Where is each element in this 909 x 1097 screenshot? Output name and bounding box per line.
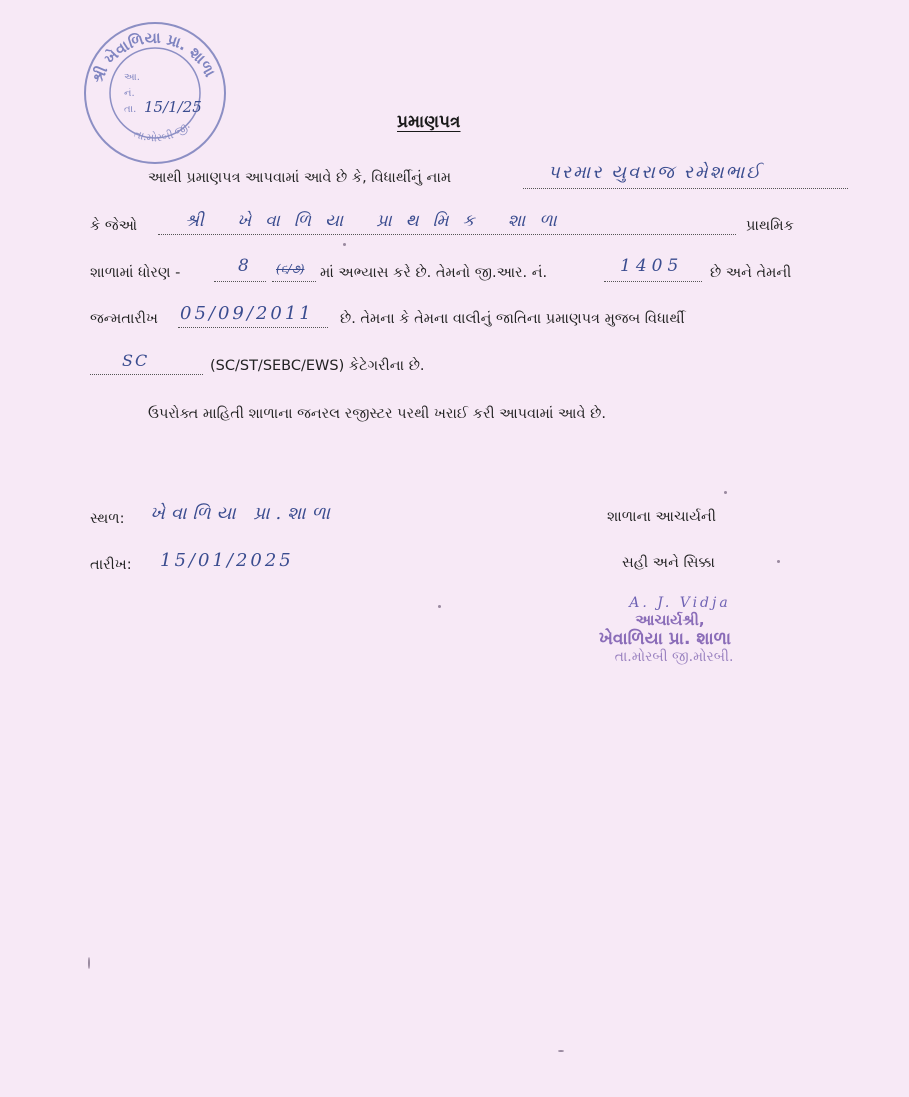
svg-text:તા.મોરબી જી. <box>132 119 192 144</box>
line6-statement: ઉપરોક્ત માહિતી શાળાના જનરલ રજીસ્ટર પરથી ખરાઈ કરી આપવામાં આવે છે. <box>148 406 606 422</box>
line2-suffix: પ્રાથમિક <box>746 218 794 234</box>
school-name-value: શ્રી ખેવાળિયા પ્રાથમિક શાળા <box>185 211 571 231</box>
scan-speck <box>88 957 90 969</box>
date-value: 15/01/2025 <box>160 550 294 571</box>
page-title: પ્રમાણપત્ર <box>397 112 461 132</box>
line3-mid: માં અભ્યાસ કરે છે. તેમનો જી.આર. નં. <box>320 265 548 281</box>
svg-text:શ્રી ખેવાળિયા પ્રા. શાળા <box>88 29 219 86</box>
gr-number-value: 1405 <box>620 256 684 276</box>
stamp-date-label: તા. <box>124 104 137 115</box>
signature-title: આચાર્યશ્રી, <box>635 611 705 629</box>
line3-suffix: છે અને તેમની <box>710 265 792 281</box>
scan-speck <box>438 605 441 608</box>
school-name-dots <box>158 234 736 235</box>
line4-prefix: જન્મતારીખ <box>90 311 158 327</box>
line1-prefix: આથી પ્રમાણપત્ર આપવામાં આવે છે કે, વિધાર્થીનું નામ <box>148 170 452 186</box>
line4-suffix: છે. તેમના કે તેમના વાલીનું જાતિના પ્રમાણપત્ર મુજબ વિધાર્થી <box>340 311 685 327</box>
date-label: તારીખ: <box>90 557 132 573</box>
signature-place: તા.મોરબી જી.મોરબી. <box>614 649 734 665</box>
birth-date-value: 05/09/2011 <box>180 303 314 324</box>
line5-suffix: (SC/ST/SEBC/EWS) કેટેગરીના છે. <box>210 358 425 374</box>
student-name-dots <box>523 188 848 189</box>
place-label: સ્થળ: <box>90 511 125 527</box>
line3-prefix: શાળામાં ધોરણ - <box>90 265 181 281</box>
scan-speck <box>558 1050 564 1052</box>
stamp-bottom-text: તા.મોરબી જી. <box>132 119 193 145</box>
category-value: SC <box>122 351 150 370</box>
standard-note-dots <box>272 281 316 282</box>
signature-name: A. J. Vidja <box>629 595 731 611</box>
school-round-stamp <box>80 18 230 168</box>
category-dots <box>90 374 203 375</box>
principal-signature-stamp <box>555 595 785 665</box>
stamp-date-value: 15/1/25 <box>144 98 202 116</box>
line2-prefix: કે જેઓ <box>90 218 138 234</box>
signature-school: ખેવાળિયા પ્રા. શાળા <box>598 629 732 649</box>
stamp-number-label: નં. <box>124 88 135 99</box>
standard-note: (૬/૭) <box>276 262 305 276</box>
principal-label: શાળાના આચાર્યની <box>607 509 716 525</box>
standard-value: 8 <box>238 256 251 276</box>
sign-label: સહી અને સિક્કા <box>622 555 715 571</box>
place-value: ખેવાળિયા પ્રા.શાળા <box>150 503 336 524</box>
student-name-value: પરમાર યુવરાજ રમેશભાઈ <box>548 162 763 183</box>
birth-date-dots <box>178 327 328 328</box>
stamp-arc-text: શ્રી ખેવાળિયા પ્રા. શાળા <box>88 28 220 86</box>
scan-speck <box>777 560 780 563</box>
scan-speck <box>724 491 727 494</box>
scan-speck <box>343 243 346 246</box>
gr-number-dots <box>604 281 702 282</box>
stamp-inward-label: આ. <box>124 72 140 83</box>
standard-dots <box>214 281 266 282</box>
